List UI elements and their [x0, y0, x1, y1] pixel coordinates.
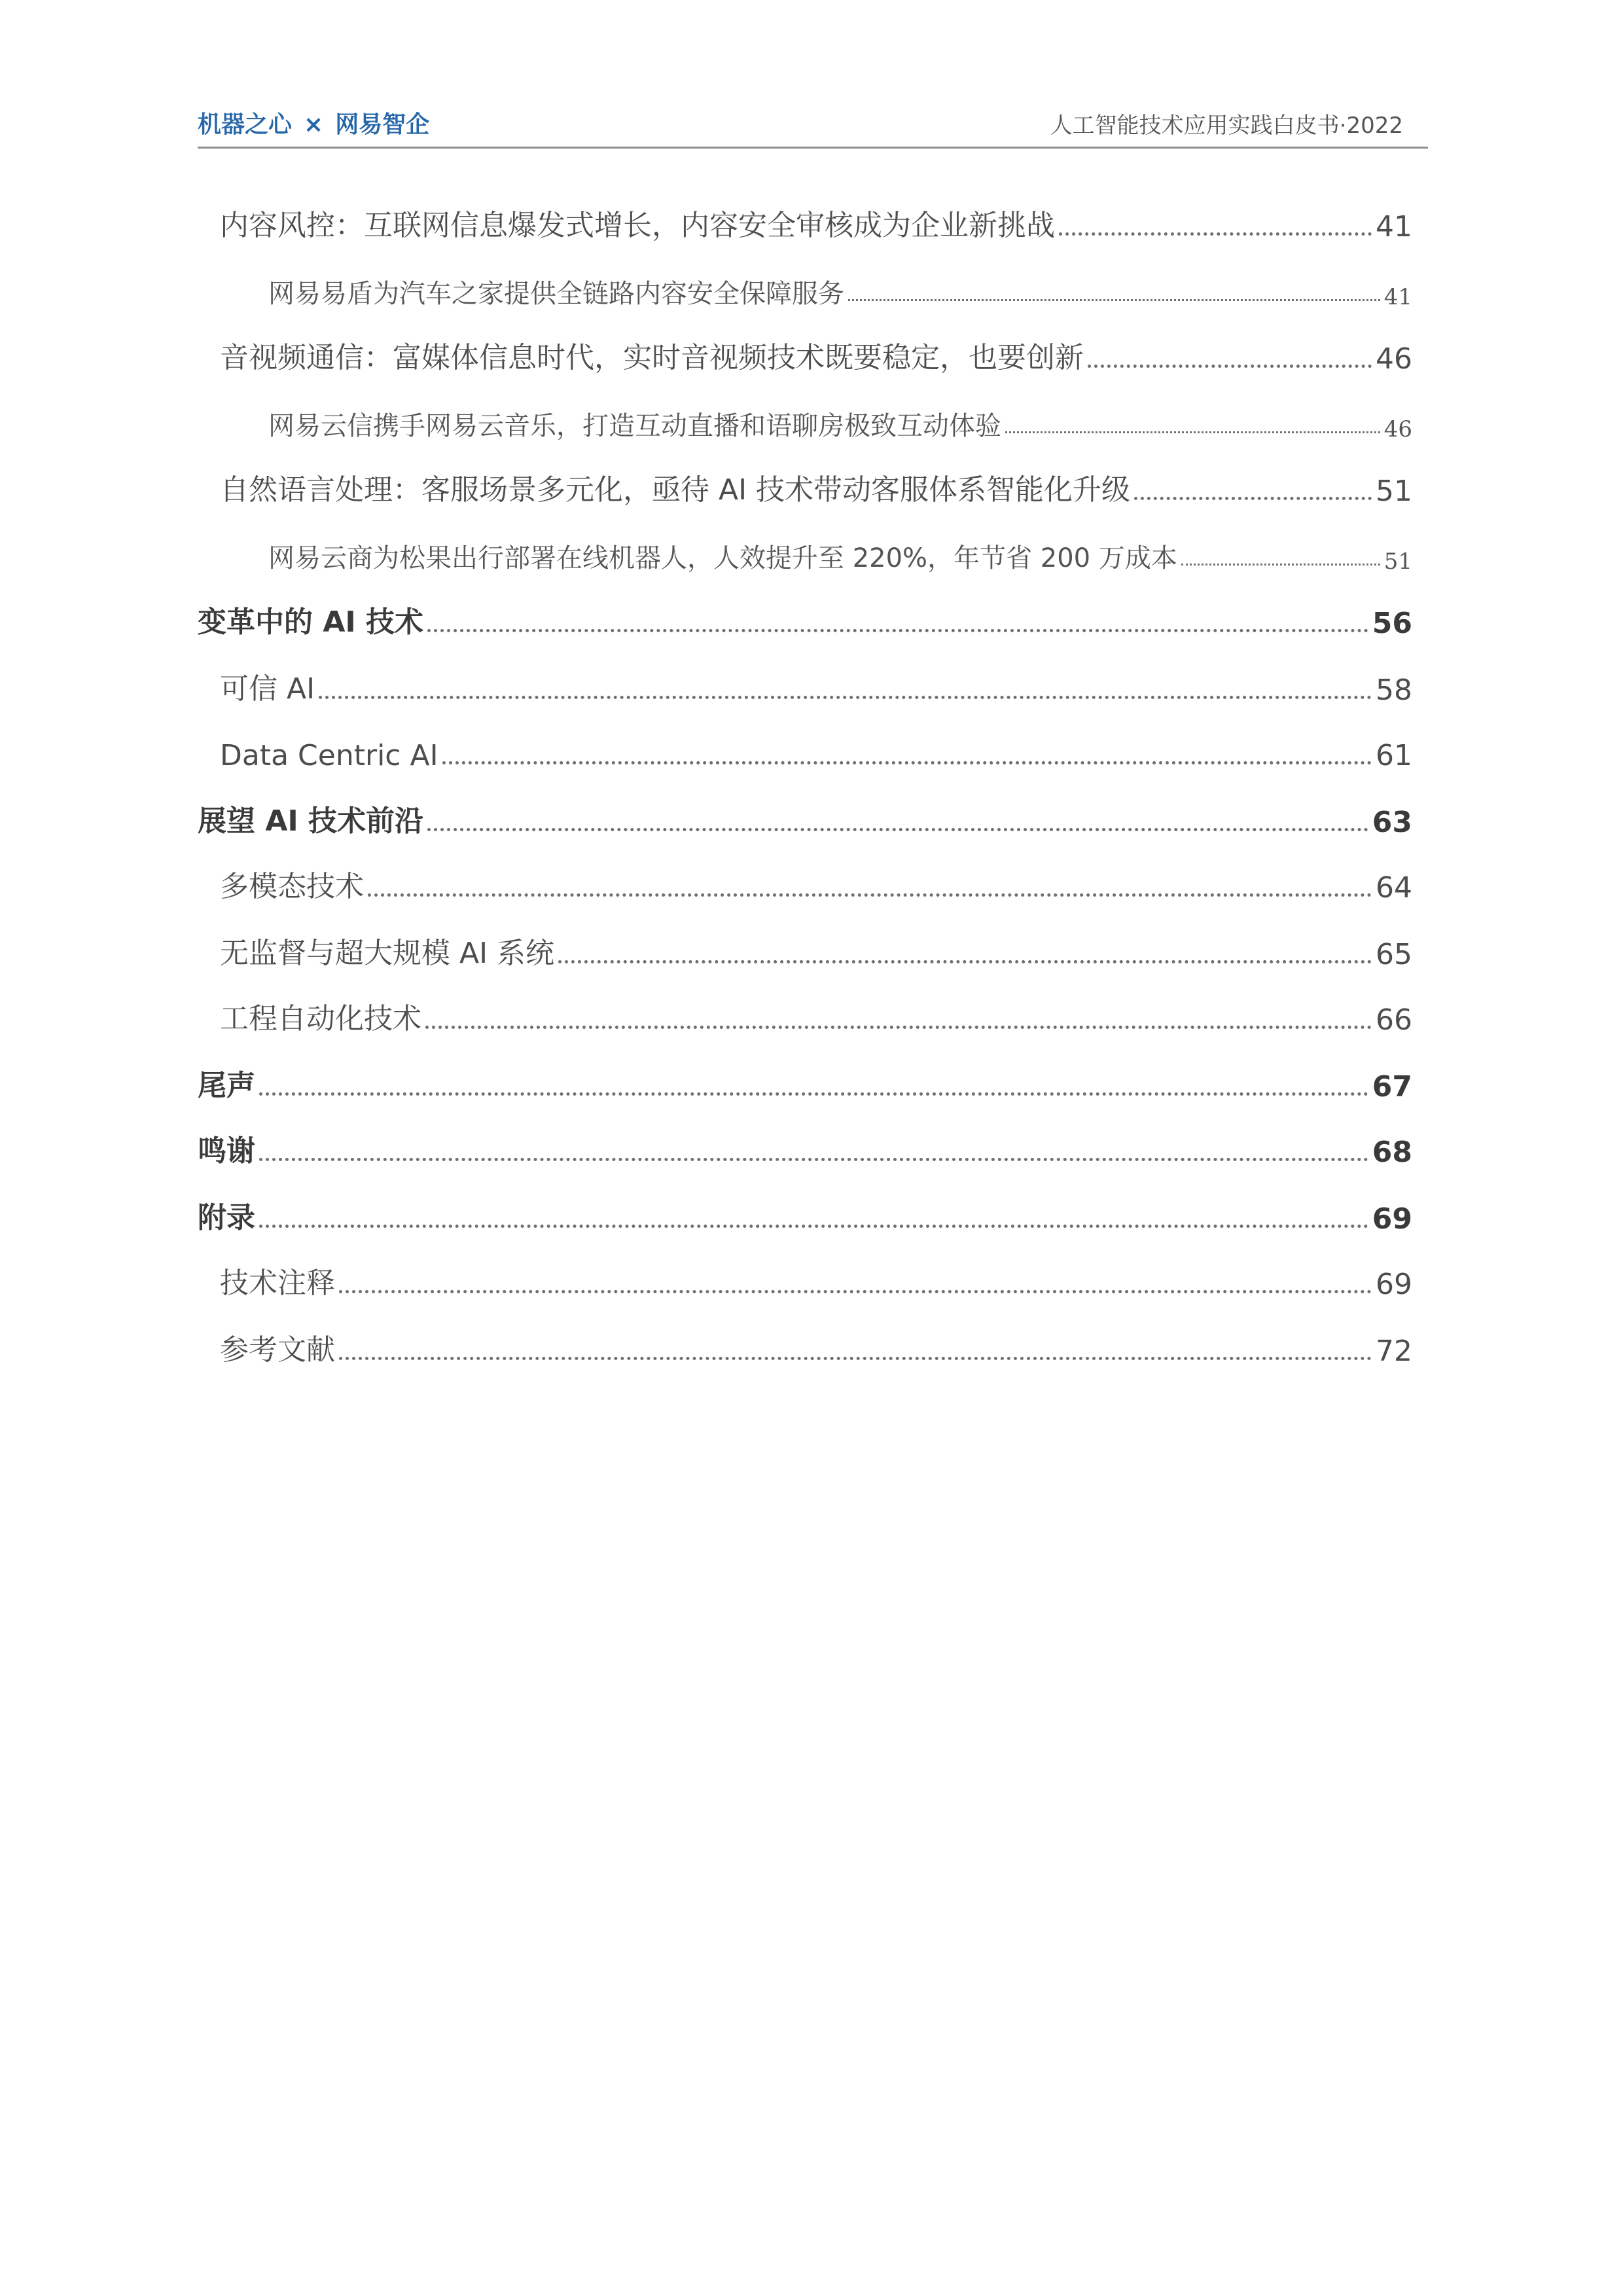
- toc-entry[interactable]: [220, 665, 1412, 707]
- toc-leader-dots: [558, 960, 1372, 963]
- toc-leader-dots: [259, 1092, 1368, 1096]
- toc-entry[interactable]: [220, 1259, 1412, 1301]
- toc-entry-page: 69: [1376, 1268, 1412, 1301]
- toc-entry-page: 64: [1376, 871, 1412, 905]
- toc-entry[interactable]: [220, 730, 1412, 772]
- toc-entry[interactable]: [198, 598, 1412, 640]
- toc-entry[interactable]: [220, 202, 1412, 243]
- toc-entry-page: 41: [1376, 210, 1412, 243]
- toc-entry[interactable]: [198, 797, 1412, 839]
- toc-entry-page: 67: [1372, 1070, 1412, 1103]
- toc-entry[interactable]: [268, 533, 1412, 575]
- toc-leader-dots: [1005, 431, 1380, 433]
- document-title: 人工智能技术应用实践白皮书·2022: [1050, 113, 1403, 139]
- toc-entry[interactable]: [268, 268, 1412, 310]
- toc-entry-title: 内容风控：互联网信息爆发式增长，内容安全审核成为企业新挑战: [220, 209, 1055, 242]
- toc-entry[interactable]: [220, 929, 1412, 971]
- toc-entry-title: 网易云商为松果出行部署在线机器人，人效提升至 220%，年节省 200 万成本: [268, 543, 1177, 573]
- toc-entry[interactable]: [220, 466, 1412, 508]
- toc-entry-page: 72: [1376, 1335, 1412, 1368]
- toc-leader-dots: [1088, 365, 1372, 368]
- toc-entry-title: 网易云信携手网易云音乐，打造互动直播和语聊房极致互动体验: [268, 411, 1001, 441]
- toc-entry-page: 69: [1372, 1202, 1412, 1236]
- toc-entry[interactable]: [220, 334, 1412, 376]
- toc-leader-dots: [319, 696, 1372, 699]
- toc-entry-page: 61: [1376, 739, 1412, 772]
- toc-leader-dots: [259, 1225, 1368, 1228]
- toc-entry-page: 65: [1376, 938, 1412, 971]
- toc-entry-title: 自然语言处理：客服场景多元化，亟待 AI 技术带动客服体系智能化升级: [220, 473, 1131, 507]
- toc-leader-dots: [1134, 497, 1372, 500]
- toc-entry-title: Data Centric AI: [220, 739, 438, 772]
- toc-leader-dots: [425, 1026, 1372, 1029]
- toc-entry-title: 尾声: [198, 1069, 255, 1102]
- toc-leader-dots: [259, 1158, 1368, 1161]
- toc-leader-dots: [427, 629, 1368, 632]
- toc-entry-page: 56: [1372, 607, 1412, 640]
- toc-entry-page: 46: [1376, 342, 1412, 376]
- toc-entry-title: 附录: [198, 1201, 255, 1234]
- toc-leader-dots: [1059, 232, 1372, 236]
- brand-separator: ×: [304, 111, 324, 138]
- toc-leader-dots: [848, 299, 1380, 301]
- brand-right: 网易智企: [335, 111, 430, 138]
- toc-entry-title: 鸣谢: [198, 1134, 255, 1168]
- toc-entry[interactable]: [198, 1194, 1412, 1236]
- toc-entry-title: 多模态技术: [220, 870, 364, 903]
- toc-entry-title: 可信 AI: [220, 672, 315, 706]
- toc-leader-dots: [442, 761, 1372, 764]
- toc-leader-dots: [339, 1290, 1372, 1293]
- toc-entry-page: 51: [1383, 548, 1412, 575]
- toc-entry-page: 66: [1376, 1003, 1412, 1037]
- toc-entry-page: 68: [1372, 1136, 1412, 1169]
- brand-left: 机器之心: [198, 111, 293, 138]
- toc-entry-title: 技术注释: [220, 1266, 335, 1300]
- toc-entry[interactable]: [198, 1127, 1412, 1169]
- toc-entry-page: 46: [1383, 416, 1412, 442]
- toc-entry-page: 63: [1372, 806, 1412, 839]
- toc-entry-title: 工程自动化技术: [220, 1002, 421, 1035]
- toc-entry-page: 51: [1376, 475, 1412, 508]
- toc-entry[interactable]: [220, 1326, 1412, 1368]
- toc-leader-dots: [1181, 564, 1380, 565]
- toc-entry-title: 无监督与超大规模 AI 系统: [220, 937, 555, 970]
- toc-leader-dots: [339, 1357, 1372, 1360]
- toc-entry[interactable]: [198, 1062, 1412, 1103]
- toc-entry[interactable]: [220, 863, 1412, 905]
- toc-entry[interactable]: [220, 995, 1412, 1037]
- toc-entry-title: 展望 AI 技术前沿: [198, 804, 424, 838]
- toc-entry-title: 参考文献: [220, 1333, 335, 1367]
- toc-entry-title: 音视频通信：富媒体信息时代，实时音视频技术既要稳定，也要创新: [220, 341, 1084, 374]
- toc-leader-dots: [427, 828, 1368, 831]
- toc-entry[interactable]: [268, 401, 1412, 442]
- toc-entry-page: 41: [1383, 284, 1412, 310]
- toc-entry-page: 58: [1376, 673, 1412, 707]
- toc-entry-title: 网易易盾为汽车之家提供全链路内容安全保障服务: [268, 279, 844, 309]
- toc-leader-dots: [368, 893, 1372, 897]
- toc-entry-title: 变革中的 AI 技术: [198, 605, 424, 639]
